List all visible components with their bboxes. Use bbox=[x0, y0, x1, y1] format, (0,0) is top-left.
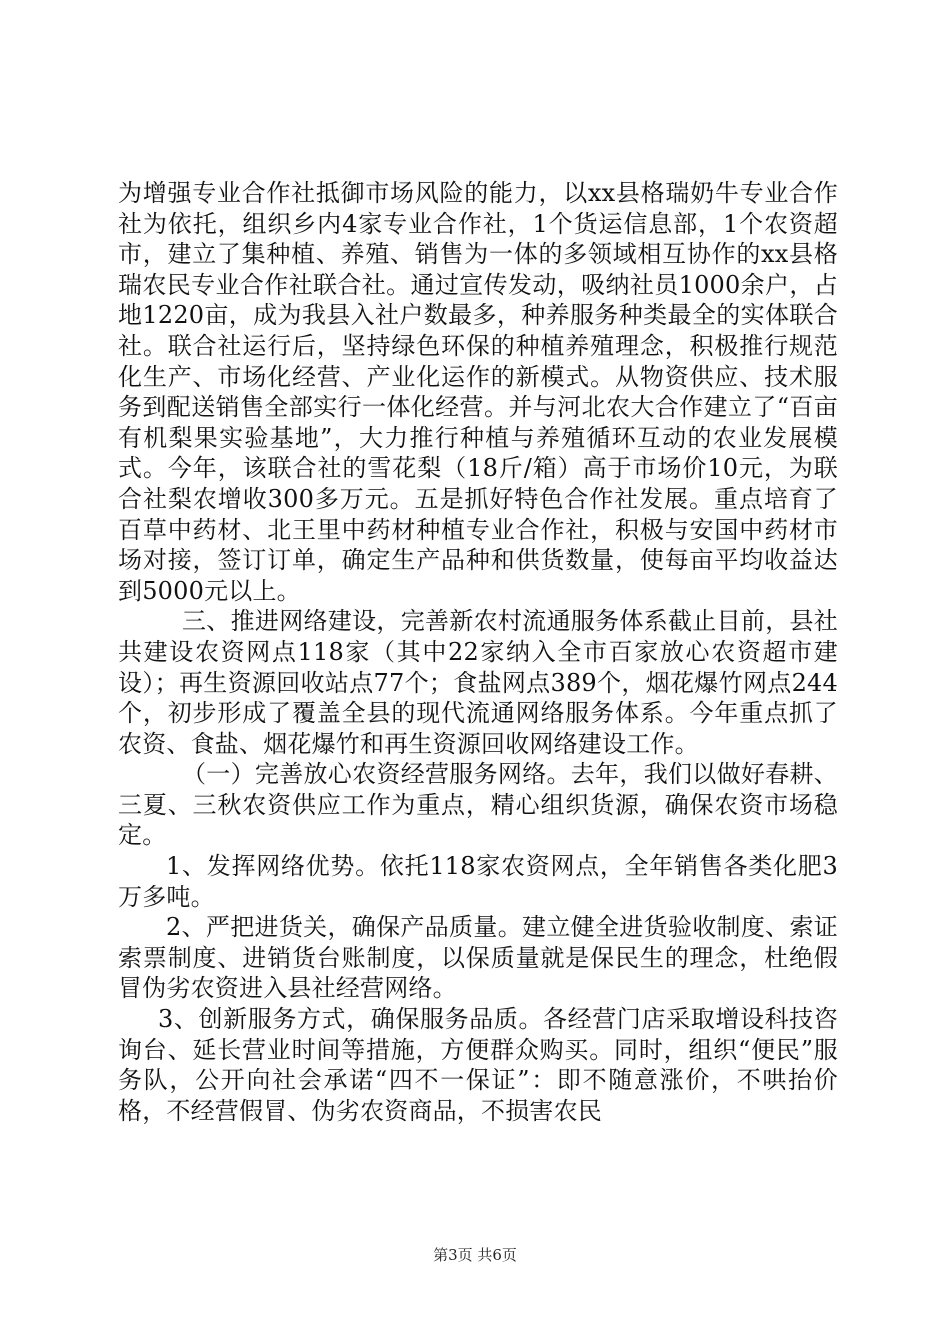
paragraph-item-two: 2、严把进货关，确保产品质量。建立健全进货验收制度、索证索票制度、进销货台账制度，以保质量就是保民生的理念，杜绝假冒伪劣农资进入县社经营网络。 bbox=[118, 913, 838, 1003]
body-text bbox=[118, 178, 838, 1126]
paragraph-item-three: 3、创新服务方式，确保服务品质。各经营门店采取增设科技咨询台、延长营业时间等措施，方便群众购买。同时，组织“便民”服务队，公开向社会承诺“四不一保证”：即不随意涨价，不哄抬价格，不经营假冒、伪劣农资商品，不损害农民 bbox=[118, 1005, 838, 1125]
paragraph-section-three: 三、推进网络建设，完善新农村流通服务体系截止目前，县社共建设农资网点118家（其中22家纳入全市百家放心农资超市建设）；再生资源回收站点77个；食盐网点389个，烟花爆竹网点244个，初步形成了覆盖全县的现代流通网络服务体系。今年重点抓了农资、食盐、烟花爆竹和再生资源回收网络建设工作。 bbox=[118, 607, 838, 758]
paragraph-item-one: 1、发挥网络优势。依托118家农资网点，全年销售各类化肥3万多吨。 bbox=[118, 852, 838, 911]
page-number-footer: 第3页 共6页 bbox=[433, 1246, 517, 1264]
paragraph-cooperative-union: 为增强专业合作社抵御市场风险的能力，以xx县格瑞奶牛专业合作社为依托，组织乡内4家专业合作社，1个货运信息部，1个农资超市，建立了集种植、养殖、销售为一体的多领域相互协作的xx县格瑞农民专业合作社联合社。通过宣传发动，吸纳社员1000余户，占地1220亩，成为我县入社户数最多，种养服务种类最全的实体联合社。联合社运行后，坚持绿色环保的种植养殖理念，积极推行规范化生产、市场化经营、产业化运作的新模式。从物资供应、技术服务到配送销售全部实行一体化经营。并与河北农大合作建立了“百亩有机梨果实验基地”，大力推行种植与养殖循环互动的农业发展模式。今年，该联合社的雪花梨（18斤/箱）高于市场价10元，为联合社梨农增收300多万元。五是抓好特色合作社发展。重点培育了百草中药材、北王里中药材种植专业合作社，积极与安国中药材市场对接，签订订单，确定生产品种和供货数量，使每亩平均收益达到5000元以上。 bbox=[118, 179, 838, 605]
paragraph-subsection-one: （一）完善放心农资经营服务网络。去年，我们以做好春耕、三夏、三秋农资供应工作为重点，精心组织货源，确保农资市场稳定。 bbox=[118, 760, 838, 850]
